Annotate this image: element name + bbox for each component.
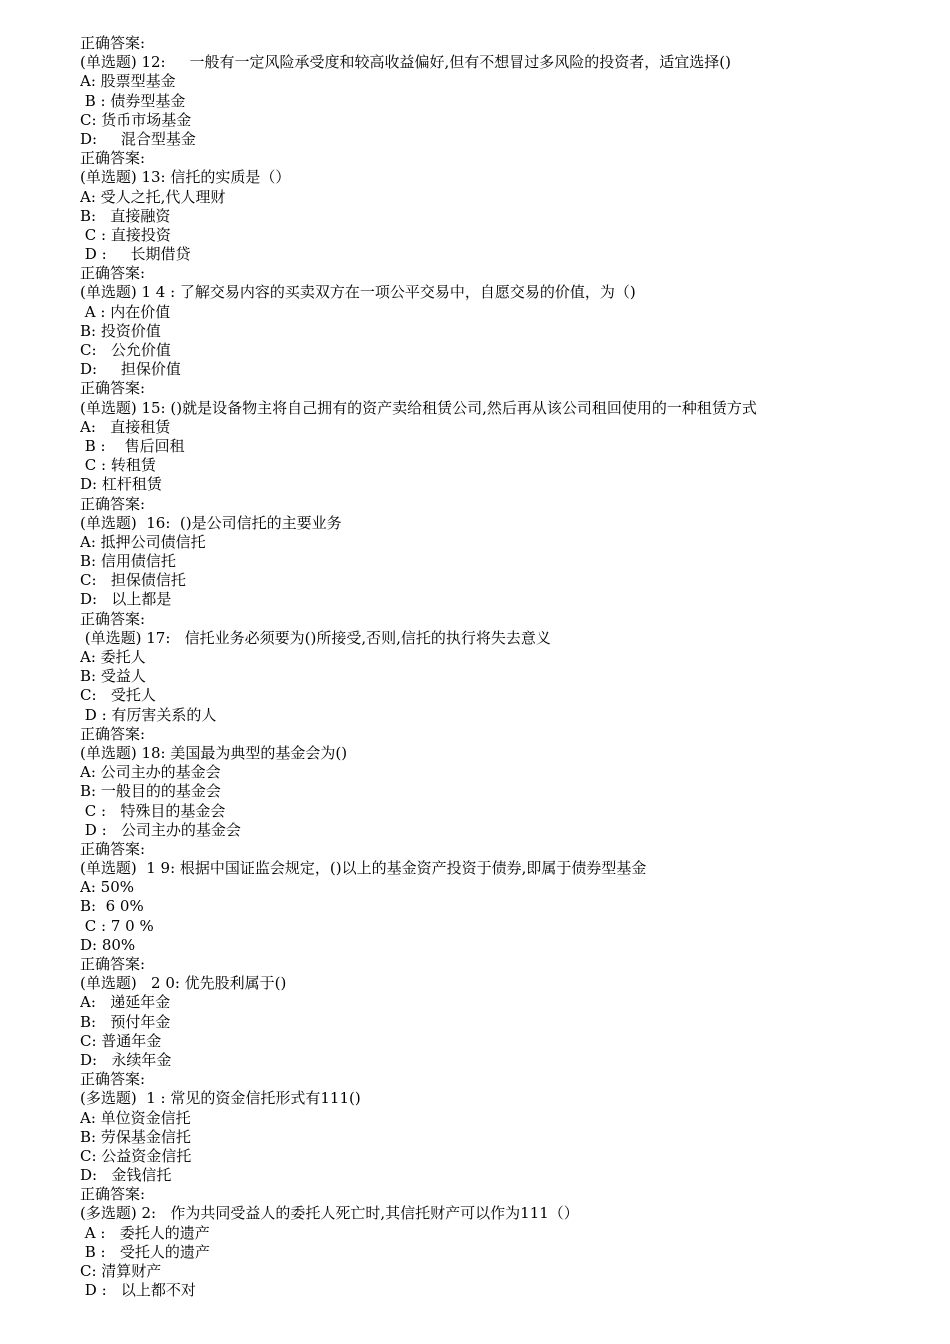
question-text: (单选题) 2 0: 优先股利属于() xyxy=(80,974,287,993)
option-text: C: 担保债信托 xyxy=(80,571,186,590)
option-text: A : 委托人的遗产 xyxy=(80,1223,210,1242)
answer-label: 正确答案: xyxy=(80,494,146,513)
option-text: A: 直接租赁 xyxy=(80,417,171,436)
option-text: B: 预付年金 xyxy=(80,1012,171,1031)
option-text: B: 信用债信托 xyxy=(80,552,176,571)
option-text: D: 以上都是 xyxy=(80,590,172,609)
answer-label: 正确答案: xyxy=(80,34,146,52)
option-text: B: 一般目的的基金会 xyxy=(80,782,221,801)
option-text: C : 7 0 % xyxy=(80,916,154,935)
answer-label: 正确答案: xyxy=(80,724,146,743)
option-text: A: 抵押公司债信托 xyxy=(80,532,206,551)
option-text: B: 劳保基金信托 xyxy=(80,1127,191,1146)
option-text: B : 受托人的遗产 xyxy=(80,1242,210,1261)
option-text: B: 直接融资 xyxy=(80,206,171,225)
answer-label: 正确答案: xyxy=(80,264,146,283)
question-text: (单选题) 12: 一般有一定风险承受度和较高收益偏好,但有不想冒过多风险的投资者，适宜选择() xyxy=(80,53,731,72)
option-text: C: 货币市场基金 xyxy=(80,110,192,129)
answer-label: 正确答案: xyxy=(80,839,146,858)
option-text: D: 金钱信托 xyxy=(80,1166,172,1185)
option-text: C: 受托人 xyxy=(80,686,156,705)
option-text: D : 公司主办的基金会 xyxy=(80,820,241,839)
option-text: C : 直接投资 xyxy=(80,225,171,244)
option-text: D: 杠杆租赁 xyxy=(80,475,162,494)
option-text: B: 6 0% xyxy=(80,897,144,916)
answer-label: 正确答案: xyxy=(80,1185,146,1204)
option-text: A: 单位资金信托 xyxy=(80,1108,191,1127)
option-text: A: 受人之托,代人理财 xyxy=(80,187,226,206)
option-text: D : 有厉害关系的人 xyxy=(80,705,217,724)
option-text: B : 债券型基金 xyxy=(80,91,186,110)
question-text: (多选题) 1 : 常见的资金信托形式有111() xyxy=(80,1089,361,1108)
answer-label: 正确答案: xyxy=(80,1070,146,1089)
question-text: (单选题) 13: 信托的实质是（） xyxy=(80,168,291,187)
option-text: C : 特殊目的基金会 xyxy=(80,801,226,820)
option-text: B : 售后回租 xyxy=(80,436,185,455)
question-text: (单选题) 18: 美国最为典型的基金会为() xyxy=(80,743,348,762)
option-text: D: 混合型基金 xyxy=(80,129,196,148)
option-text: B: 投资价值 xyxy=(80,321,161,340)
option-text: B: 受益人 xyxy=(80,667,146,686)
option-text: D : 以上都不对 xyxy=(80,1281,196,1300)
document-text xyxy=(80,34,930,1300)
option-text: C: 公允价值 xyxy=(80,341,171,359)
question-text: (单选题) 1 4 : 了解交易内容的买卖双方在一项公平交易中，自愿交易的价值，为（) xyxy=(80,283,636,302)
question-text: (多选题) 2: 作为共同受益人的委托人死亡时,其信托财产可以作为111（） xyxy=(80,1204,579,1223)
answer-label: 正确答案: xyxy=(80,379,146,398)
question-text: (单选题) 1 9: 根据中国证监会规定，()以上的基金资产投资于债券,即属于债券型基金 xyxy=(80,859,647,878)
option-text: C: 清算财产 xyxy=(80,1262,162,1280)
option-text: C: 普通年金 xyxy=(80,1031,162,1050)
option-text: A: 50% xyxy=(80,878,134,897)
option-text: D: 担保价值 xyxy=(80,360,181,379)
option-text: D: 永续年金 xyxy=(80,1050,172,1069)
question-text: (单选题) 15: ()就是设备物主将自己拥有的资产卖给租赁公司,然后再从该公司租回使用的一种租赁方式 xyxy=(80,398,757,417)
option-text: A: 股票型基金 xyxy=(80,72,176,91)
answer-label: 正确答案: xyxy=(80,609,146,628)
option-text: A: 递延年金 xyxy=(80,993,171,1012)
question-text: (单选题) 16: ()是公司信托的主要业务 xyxy=(80,513,342,532)
option-text: D : 长期借贷 xyxy=(80,245,191,264)
option-text: C : 转租赁 xyxy=(80,456,156,475)
question-text: (单选题) 17: 信托业务必须要为()所接受,否则,信托的执行将失去意义 xyxy=(80,628,551,647)
answer-label: 正确答案: xyxy=(80,149,146,168)
option-text: A : 内在价值 xyxy=(80,302,171,321)
answer-label: 正确答案: xyxy=(80,955,146,973)
option-text: D: 80% xyxy=(80,935,136,954)
option-text: A: 委托人 xyxy=(80,648,146,666)
option-text: A: 公司主办的基金会 xyxy=(80,763,221,782)
option-text: C: 公益资金信托 xyxy=(80,1146,192,1165)
